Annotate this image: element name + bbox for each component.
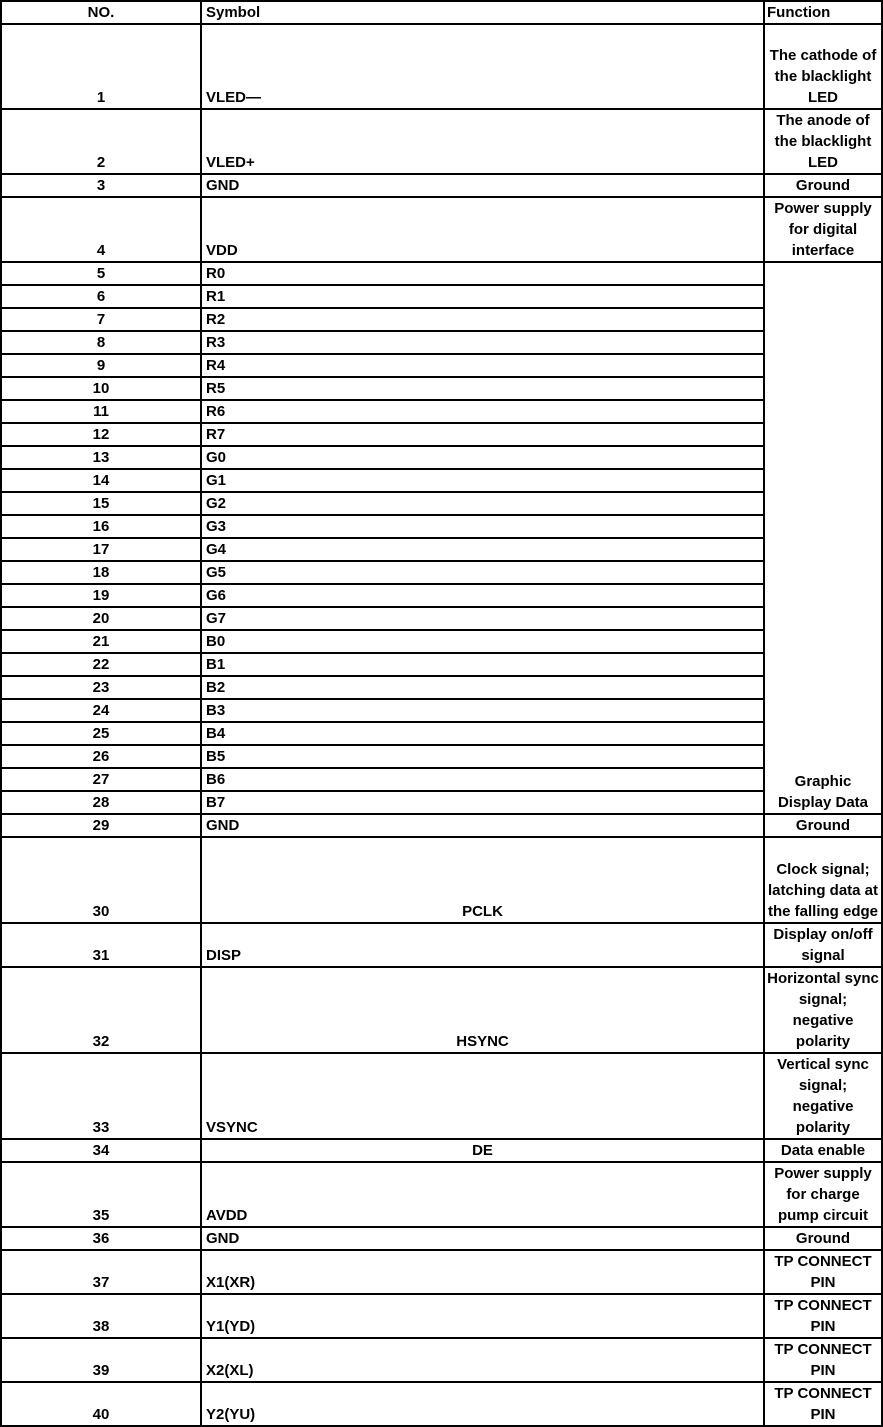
table-row: [1, 607, 882, 630]
pin-symbol: GND: [201, 814, 764, 837]
pin-symbol: AVDD: [201, 1162, 764, 1227]
pin-number: 39: [1, 1338, 201, 1382]
pin-symbol: G4: [201, 538, 764, 561]
pin-symbol: R2: [201, 308, 764, 331]
header-symbol: Symbol: [201, 1, 764, 24]
pin-number: 31: [1, 923, 201, 967]
pin-function: Horizontal sync signal; negative polarity: [764, 967, 882, 1053]
pin-number: 27: [1, 768, 201, 791]
table-row: [1, 308, 882, 331]
table-row: [1, 1338, 882, 1382]
pin-symbol: B1: [201, 653, 764, 676]
pin-symbol: PCLK: [201, 837, 764, 923]
table-row: [1, 653, 882, 676]
table-row: [1, 285, 882, 308]
table-row: [1, 630, 882, 653]
pin-number: 16: [1, 515, 201, 538]
table-row: [1, 814, 882, 837]
table-row: [1, 1294, 882, 1338]
table-row: [1, 1250, 882, 1294]
pin-number: 36: [1, 1227, 201, 1250]
header-function: Function: [764, 1, 882, 24]
table-row: [1, 262, 882, 285]
pin-number: 1: [1, 24, 201, 109]
table-row: [1, 109, 882, 174]
pin-symbol: B5: [201, 745, 764, 768]
pin-number: 23: [1, 676, 201, 699]
pin-number: 17: [1, 538, 201, 561]
pin-symbol: R3: [201, 331, 764, 354]
pin-number: 24: [1, 699, 201, 722]
pin-number: 32: [1, 967, 201, 1053]
pin-number: 25: [1, 722, 201, 745]
pin-symbol: VLED—: [201, 24, 764, 109]
pin-symbol: B0: [201, 630, 764, 653]
pin-number: 7: [1, 308, 201, 331]
pin-symbol: R1: [201, 285, 764, 308]
pin-number: 34: [1, 1139, 201, 1162]
table-row: [1, 923, 882, 967]
table-row: [1, 967, 882, 1053]
table-row: [1, 197, 882, 262]
pin-symbol: HSYNC: [201, 967, 764, 1053]
pin-symbol: B7: [201, 791, 764, 814]
pin-symbol: R4: [201, 354, 764, 377]
pin-number: 30: [1, 837, 201, 923]
pin-function: Display on/off signal: [764, 923, 882, 967]
pin-function: The cathode of the blacklight LED: [764, 24, 882, 109]
pin-function: TP CONNECT PIN: [764, 1294, 882, 1338]
pin-function: Ground: [764, 814, 882, 837]
pin-function: Ground: [764, 174, 882, 197]
pin-number: 37: [1, 1250, 201, 1294]
pin-number: 26: [1, 745, 201, 768]
pin-number: 15: [1, 492, 201, 515]
pin-number: 28: [1, 791, 201, 814]
pin-symbol: G7: [201, 607, 764, 630]
table-row: [1, 331, 882, 354]
pin-number: 11: [1, 400, 201, 423]
pin-symbol: R7: [201, 423, 764, 446]
pin-symbol: X1(XR): [201, 1250, 764, 1294]
pin-symbol: B2: [201, 676, 764, 699]
table-row: [1, 446, 882, 469]
pin-number: 35: [1, 1162, 201, 1227]
table-row: [1, 1227, 882, 1250]
pin-function: TP CONNECT PIN: [764, 1338, 882, 1382]
pin-symbol: DISP: [201, 923, 764, 967]
pin-symbol: B4: [201, 722, 764, 745]
pin-function: Ground: [764, 1227, 882, 1250]
table-row: [1, 400, 882, 423]
pin-number: 9: [1, 354, 201, 377]
pin-number: 2: [1, 109, 201, 174]
pin-number: 5: [1, 262, 201, 285]
pin-symbol: VSYNC: [201, 1053, 764, 1139]
pin-number: 22: [1, 653, 201, 676]
table-row: [1, 492, 882, 515]
pin-number: 29: [1, 814, 201, 837]
pin-function: TP CONNECT PIN: [764, 1250, 882, 1294]
pin-number: 33: [1, 1053, 201, 1139]
table-row: [1, 791, 882, 814]
pin-symbol: R6: [201, 400, 764, 423]
pin-symbol: G3: [201, 515, 764, 538]
table-row: [1, 515, 882, 538]
pin-number: 38: [1, 1294, 201, 1338]
table-row: [1, 354, 882, 377]
table-header-row: [1, 1, 882, 24]
table-row: [1, 1162, 882, 1227]
pin-symbol: X2(XL): [201, 1338, 764, 1382]
pin-symbol: B3: [201, 699, 764, 722]
table-row: [1, 538, 882, 561]
table-row: [1, 722, 882, 745]
pin-symbol: DE: [201, 1139, 764, 1162]
pin-number: 21: [1, 630, 201, 653]
pin-function: Clock signal; latching data at the falling edge: [764, 837, 882, 923]
pin-symbol: Y1(YD): [201, 1294, 764, 1338]
header-no: NO.: [1, 1, 201, 24]
pin-number: 8: [1, 331, 201, 354]
table-row: [1, 676, 882, 699]
pin-symbol: G1: [201, 469, 764, 492]
pin-number: 3: [1, 174, 201, 197]
pin-function: Data enable: [764, 1139, 882, 1162]
table-row: [1, 377, 882, 400]
pin-symbol: G6: [201, 584, 764, 607]
table-row: [1, 584, 882, 607]
pin-number: 4: [1, 197, 201, 262]
pin-symbol: G5: [201, 561, 764, 584]
table-row: [1, 1139, 882, 1162]
table-row: [1, 699, 882, 722]
pin-symbol: Y2(YU): [201, 1382, 764, 1426]
graphic-display-data-function: Graphic Display Data: [764, 262, 882, 814]
pin-number: 20: [1, 607, 201, 630]
table-row: [1, 423, 882, 446]
table-row: [1, 469, 882, 492]
pin-number: 19: [1, 584, 201, 607]
pin-function: TP CONNECT PIN: [764, 1382, 882, 1426]
pin-function: Vertical sync signal; negative polarity: [764, 1053, 882, 1139]
pin-function: The anode of the blacklight LED: [764, 109, 882, 174]
table-row: [1, 1382, 882, 1426]
pin-number: 6: [1, 285, 201, 308]
table-row: [1, 174, 882, 197]
pin-symbol: VLED+: [201, 109, 764, 174]
table-row: [1, 745, 882, 768]
pin-symbol: G2: [201, 492, 764, 515]
pin-symbol: B6: [201, 768, 764, 791]
pin-symbol: R5: [201, 377, 764, 400]
pin-symbol: G0: [201, 446, 764, 469]
pin-symbol: R0: [201, 262, 764, 285]
pin-number: 12: [1, 423, 201, 446]
table-row: [1, 24, 882, 109]
pin-function: Power supply for digital interface: [764, 197, 882, 262]
pin-function: Power supply for charge pump circuit: [764, 1162, 882, 1227]
pin-number: 10: [1, 377, 201, 400]
table-row: [1, 837, 882, 923]
table-row: [1, 768, 882, 791]
table-row: [1, 1053, 882, 1139]
pin-number: 18: [1, 561, 201, 584]
pin-number: 14: [1, 469, 201, 492]
pin-number: 13: [1, 446, 201, 469]
pin-symbol: GND: [201, 174, 764, 197]
table-row: [1, 561, 882, 584]
pin-symbol: GND: [201, 1227, 764, 1250]
pin-symbol: VDD: [201, 197, 764, 262]
pin-number: 40: [1, 1382, 201, 1426]
